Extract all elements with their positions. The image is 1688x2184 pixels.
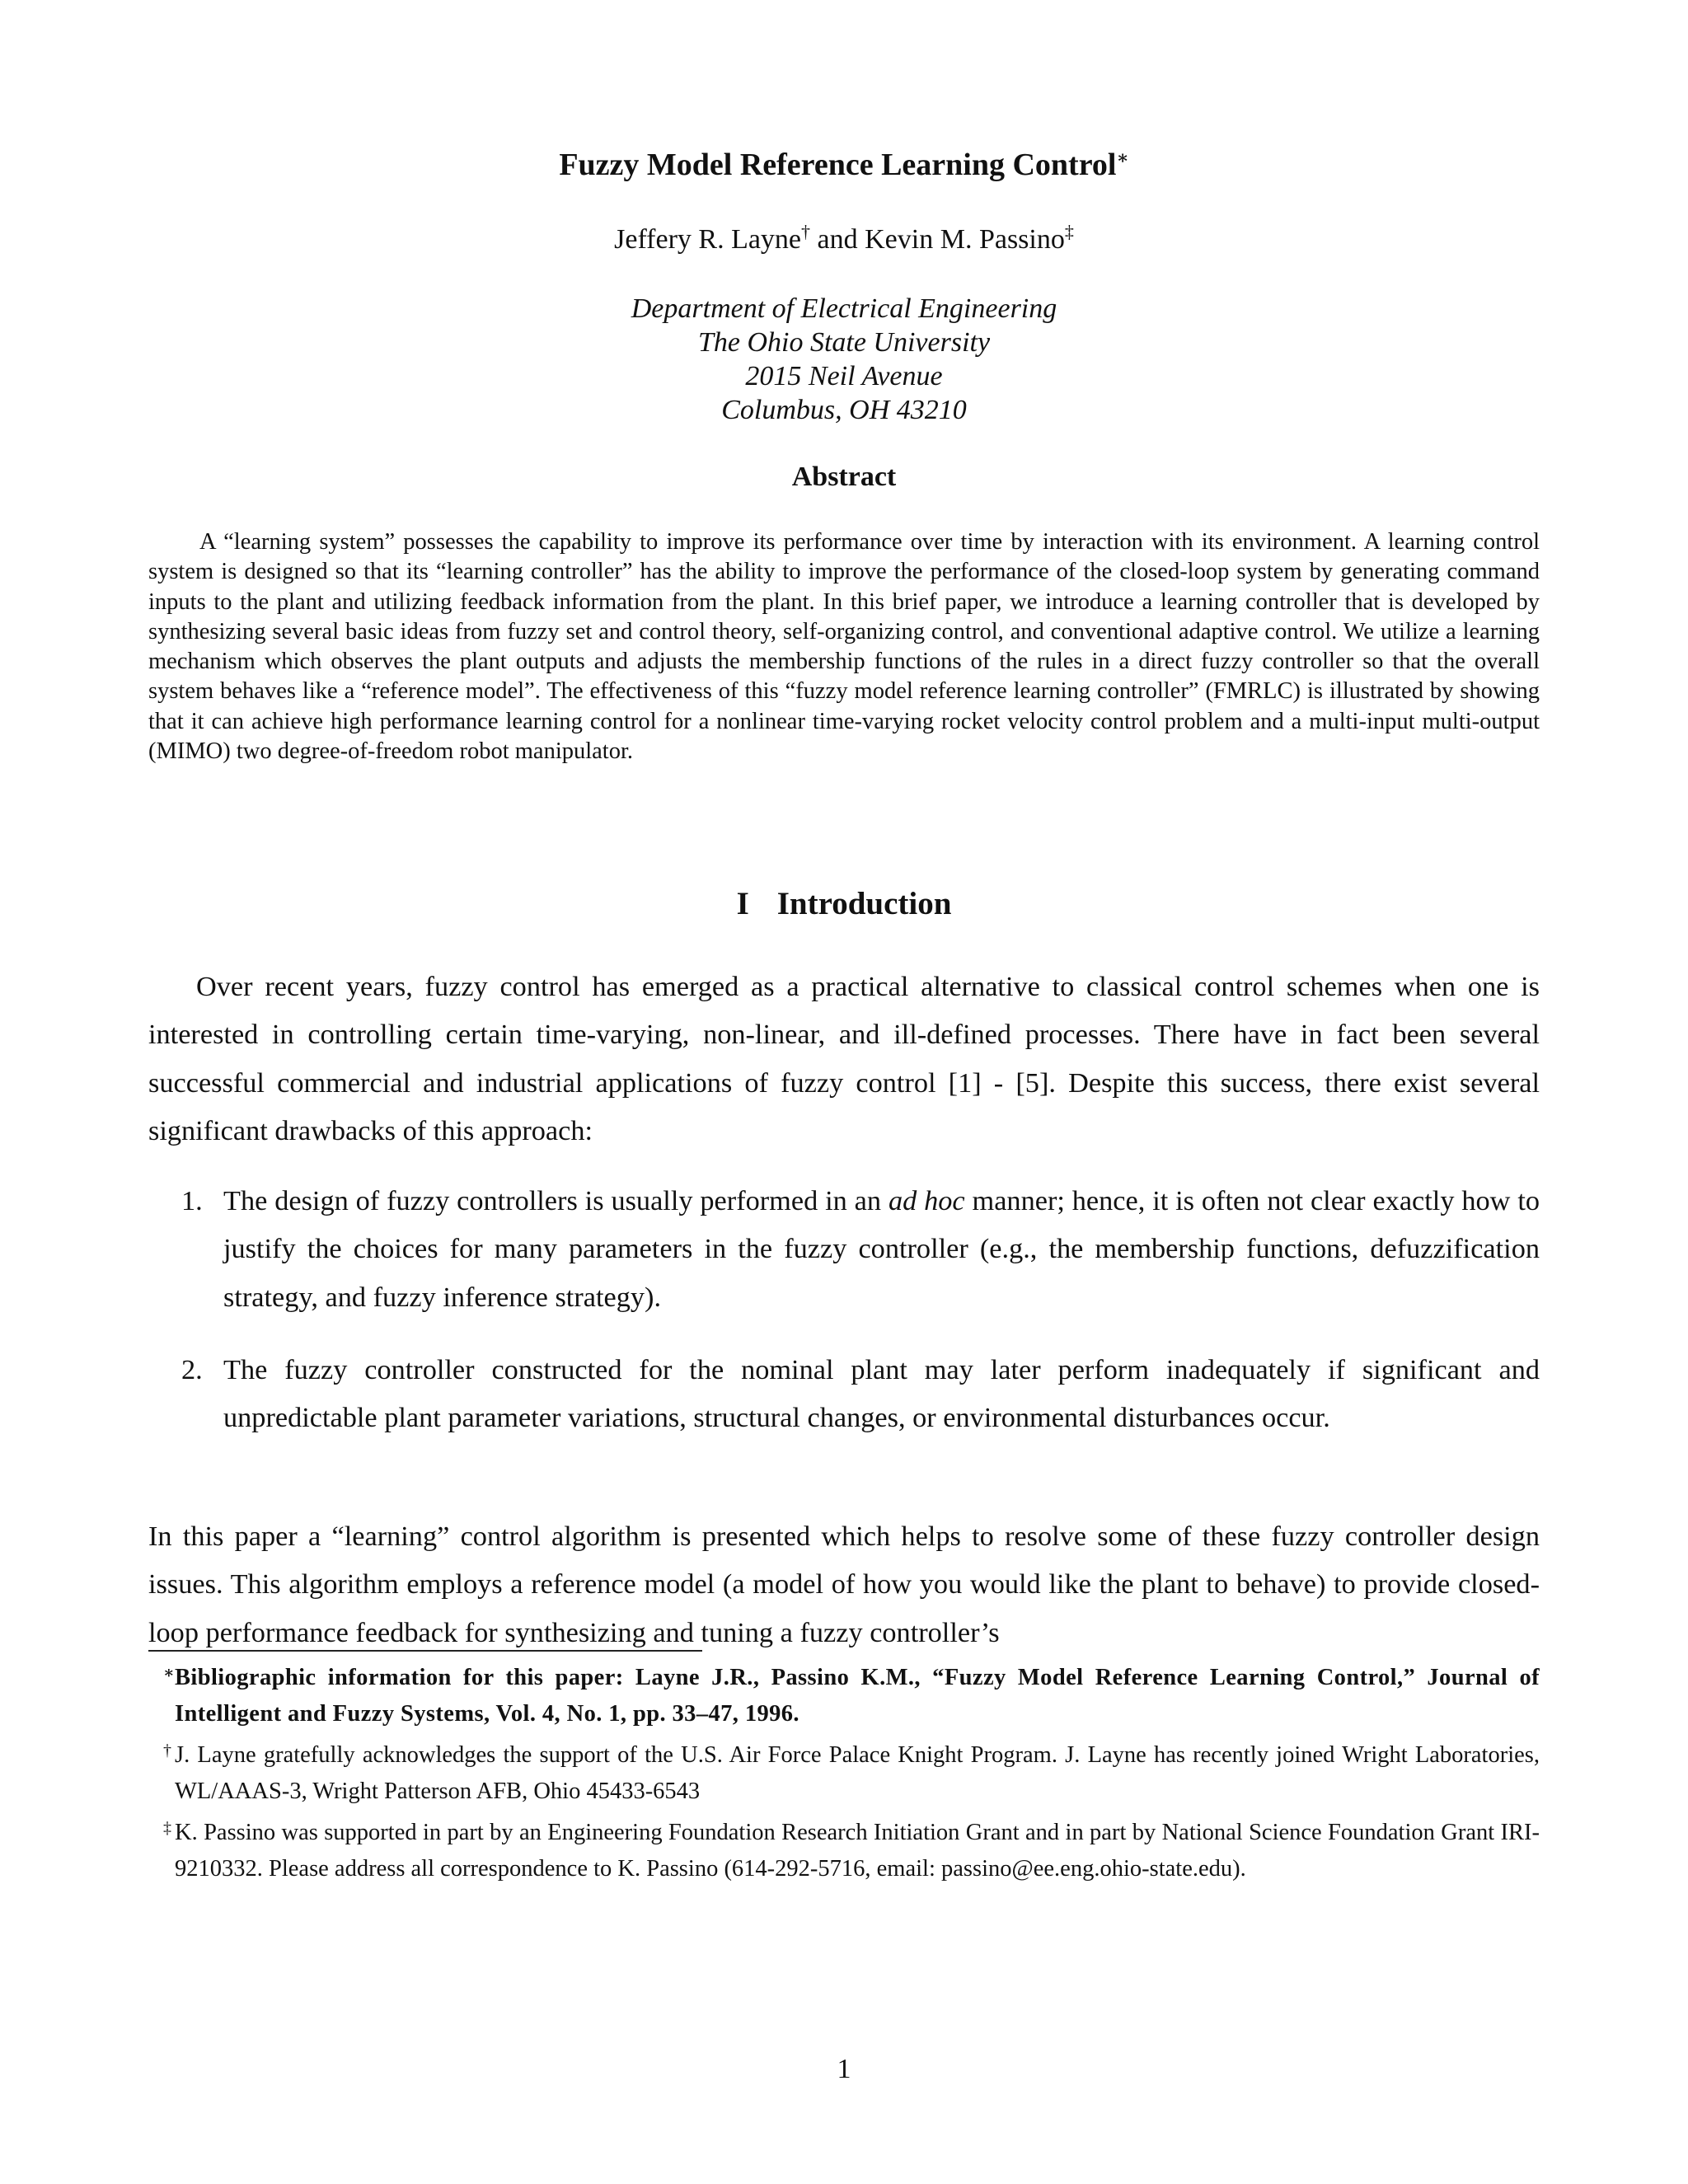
title-text: Fuzzy Model Reference Learning Control (559, 148, 1117, 182)
list-item-emphasis: ad hoc (888, 1185, 965, 1216)
abstract-body (148, 527, 1540, 766)
paper-title (0, 147, 1688, 183)
section-title: Introduction (776, 886, 952, 921)
affiliation-block (0, 292, 1688, 427)
section-number: I (736, 886, 749, 921)
footnote-text: J. Layne gratefully acknowledges the support of the U.S. Air Force Palace Knight Program. J. Layne has recently joined Wright Laboratories, WL/AAAS-3, Wright Patterson AFB, Ohio 45433-6543 (175, 1742, 1540, 1804)
list-item-number: 2. (181, 1353, 203, 1385)
footnote-layne (148, 1737, 1540, 1810)
affiliation-department: Department of Electrical Engineering (631, 293, 1057, 324)
closing-paragraph (148, 1512, 1540, 1657)
paragraph-text: Over recent years, fuzzy control has emerged as a practical alternative to classical control schemes when one is interested in controlling certain time-varying, non-linear, and ill-defined processes. There have in fact been several successful commercial and industrial applications of fuzzy control [1] - [5]. Despite this success, there exist several significant drawbacks of this approach: (148, 971, 1540, 1146)
footnotes (148, 1660, 1540, 1892)
drawbacks-list (148, 1177, 1540, 1466)
footnote-bibliographic (148, 1660, 1540, 1732)
list-item (148, 1177, 1540, 1321)
list-item (148, 1346, 1540, 1442)
footnote-rule (148, 1650, 702, 1652)
footnote-passino (148, 1815, 1540, 1887)
author-name: Kevin M. Passino (865, 224, 1065, 255)
intro-paragraph (148, 963, 1540, 1155)
author-footnote-mark: † (801, 221, 811, 242)
author-conjunction: and (810, 224, 865, 255)
list-item-text: The fuzzy controller constructed for the nominal plant may later perform inadequately if significant and unpredictable plant parameter variations, structural changes, or environmental disturbances occur. (223, 1353, 1540, 1434)
paragraph-text: In this paper a “learning” control algorithm is presented which helps to resolve some of these fuzzy controller design issues. This algorithm employs a reference model (a model of how you would like the plant to behave) to provide closed-loop performance feedback for synthesizing and tuning a fuzzy controller’s (148, 1521, 1540, 1648)
author-footnote-mark: ‡ (1064, 221, 1074, 242)
footnote-mark: ‡ (163, 1819, 171, 1837)
footnote-mark: † (163, 1741, 171, 1760)
footnote-mark: ∗ (163, 1664, 176, 1682)
affiliation-street: 2015 Neil Avenue (745, 361, 943, 391)
author-line (0, 221, 1688, 255)
page-number: 1 (837, 2054, 851, 2084)
affiliation-university: The Ohio State University (697, 327, 991, 358)
list-item-text: manner; hence, it is often not clear exactly how to justify the choices for many parameters in the fuzzy controller (e.g., the membership functions, defuzzification strategy, and fuzzy inference strategy). (223, 1185, 1540, 1313)
section-heading (0, 885, 1688, 922)
footnote-text: Bibliographic information for this paper: Layne J.R., Passino K.M., “Fuzzy Model Reference Learning Control,” Journal of Intelligent and Fuzzy Systems, Vol. 4, No. 1, pp. 33–47, 1996. (175, 1665, 1540, 1727)
footnote-text: K. Passino was supported in part by an Engineering Foundation Research Initiation Grant and in part by National Science Foundation Grant IRI-9210332. Please address all correspondence to K. Passino (614-292-5716, email: passino@ee.eng.ohio-state.edu). (175, 1820, 1540, 1882)
author-name: Jeffery R. Layne (614, 224, 802, 255)
list-item-text: The design of fuzzy controllers is usually performed in an (223, 1185, 889, 1216)
list-item-number: 1. (181, 1185, 203, 1216)
title-footnote-mark: ∗ (1116, 147, 1129, 168)
abstract-text: A “learning system” possesses the capability to improve its performance over time by interaction with its environment. A learning control system is designed so that its “learning controller” has the ability to improve the performance of the closed-loop system by generating command inputs to the plant and utilizing feedback information from the plant. In this brief paper, we introduce a learning controller that is developed by synthesizing several basic ideas from fuzzy set and control theory, self-organizing control, and conventional adaptive control. We utilize a learning mechanism which observes the plant outputs and adjusts the membership functions of the rules in a direct fuzzy controller so that the overall system behaves like a “reference model”. The effectiveness of this “fuzzy model reference learning controller” (FMRLC) is illustrated by showing that it can achieve high performance learning control for a nonlinear time-varying rocket velocity control problem and a multi-input multi-output (MIMO) two degree-of-freedom robot manipulator. (148, 529, 1540, 765)
abstract-heading: Abstract (791, 462, 897, 492)
affiliation-city: Columbus, OH 43210 (721, 395, 967, 425)
